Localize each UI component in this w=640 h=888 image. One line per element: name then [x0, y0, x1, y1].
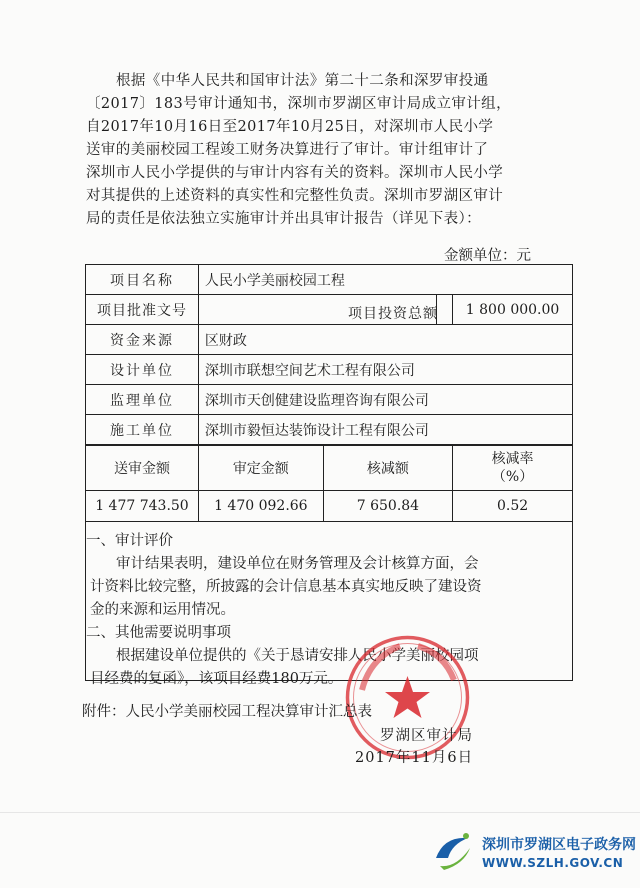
submitted-amount-header: 送审金额 [86, 445, 199, 491]
reduction-rate-header-line1: 核减率 [491, 451, 534, 467]
investment-value: 1 800 000.00 [453, 295, 573, 325]
construction-unit-label: 施工单位 [86, 415, 199, 446]
reduction-amount-header: 核减额 [323, 445, 452, 491]
section-title: 一、审计评价 [86, 533, 173, 549]
section-title: 二、其他需要说明事项 [86, 625, 231, 641]
intro-line: 送审的美丽校园工程竣工财务决算进行了审计。审计组审计了 [86, 142, 489, 158]
submitted-amount-value: 1 477 743.50 [86, 491, 199, 522]
project-name-label: 项目名称 [86, 265, 199, 295]
site-title: 深圳市罗湖区电子政务网 [482, 837, 636, 853]
fund-source-label: 资金来源 [86, 325, 199, 355]
attachment-note: 附件：人民小学美丽校园工程决算审计汇总表 [82, 704, 372, 720]
approval-number-label: 项目批准文号 [86, 295, 199, 325]
table-row [86, 265, 573, 295]
amount-unit-label: 金额单位：元 [444, 248, 531, 264]
evaluation-line: 金的来源和运用情况。 [90, 602, 235, 618]
construction-unit-value: 深圳市毅恒达装饰设计工程有限公司 [198, 415, 572, 446]
evaluation-line: 计资料比较完整，所披露的会计信息基本真实地反映了建设资 [90, 579, 482, 595]
evaluation-section [86, 530, 574, 691]
intro-line: 局的责任是依法独立实施审计并出具审计报告（详见下表）： [86, 211, 482, 227]
approved-amount-header: 审定金额 [198, 445, 323, 491]
evaluation-line: 审计结果表明，建设单位在财务管理及会计核算方面，会 [116, 556, 479, 572]
design-unit-label: 设计单位 [86, 355, 199, 385]
other-matters-line: 根据建设单位提供的《关于恳请安排人民小学美丽校园项 [116, 648, 479, 664]
issue-date: 2017年11月6日 [355, 750, 474, 766]
table-header-row [86, 445, 573, 491]
intro-line: 自2017年10月16日至2017年10月25日，对深圳市人民小学 [86, 119, 494, 135]
supervision-unit-label: 监理单位 [86, 385, 199, 415]
approved-amount-value: 1 470 092.66 [198, 491, 323, 522]
site-logo-icon [430, 828, 476, 874]
intro-line: 根据《中华人民共和国审计法》第二十二条和深罗审投通 [116, 73, 489, 89]
supervision-unit-value: 深圳市天创健建设监理咨询有限公司 [198, 385, 572, 415]
table-row [86, 415, 573, 446]
intro-line: 〔2017〕183号审计通知书，深圳市罗湖区审计局成立审计组， [86, 96, 511, 112]
reduction-rate-value: 0.52 [453, 491, 573, 522]
intro-line: 对其提供的上述资料的真实性和完整性负责。深圳市罗湖区审计 [86, 188, 504, 204]
reduction-rate-header-line2: （%） [491, 469, 534, 485]
table-row [86, 491, 573, 522]
other-matters-line: 目经费的复函》，该项目经费180万元。 [90, 671, 343, 687]
table-row [86, 325, 573, 355]
table-row [86, 295, 573, 325]
site-logo[interactable] [430, 826, 636, 882]
intro-paragraph [86, 70, 574, 231]
design-unit-value: 深圳市联想空间艺术工程有限公司 [198, 355, 572, 385]
issuing-authority: 罗湖区审计局 [380, 728, 473, 744]
fund-source-value: 区财政 [198, 325, 572, 355]
table-row [86, 355, 573, 385]
project-name-value: 人民小学美丽校园工程 [198, 265, 572, 295]
site-url[interactable]: WWW.SZLH.GOV.CN [482, 856, 624, 870]
investment-label-text: 项目投资总额 [348, 306, 438, 322]
reduction-rate-header [453, 445, 573, 491]
reduction-amount-value: 7 650.84 [323, 491, 452, 522]
footer-divider [0, 812, 640, 813]
intro-line: 深圳市人民小学提供的与审计内容有关的资料。深圳市人民小学 [86, 165, 504, 181]
table-row [86, 385, 573, 415]
